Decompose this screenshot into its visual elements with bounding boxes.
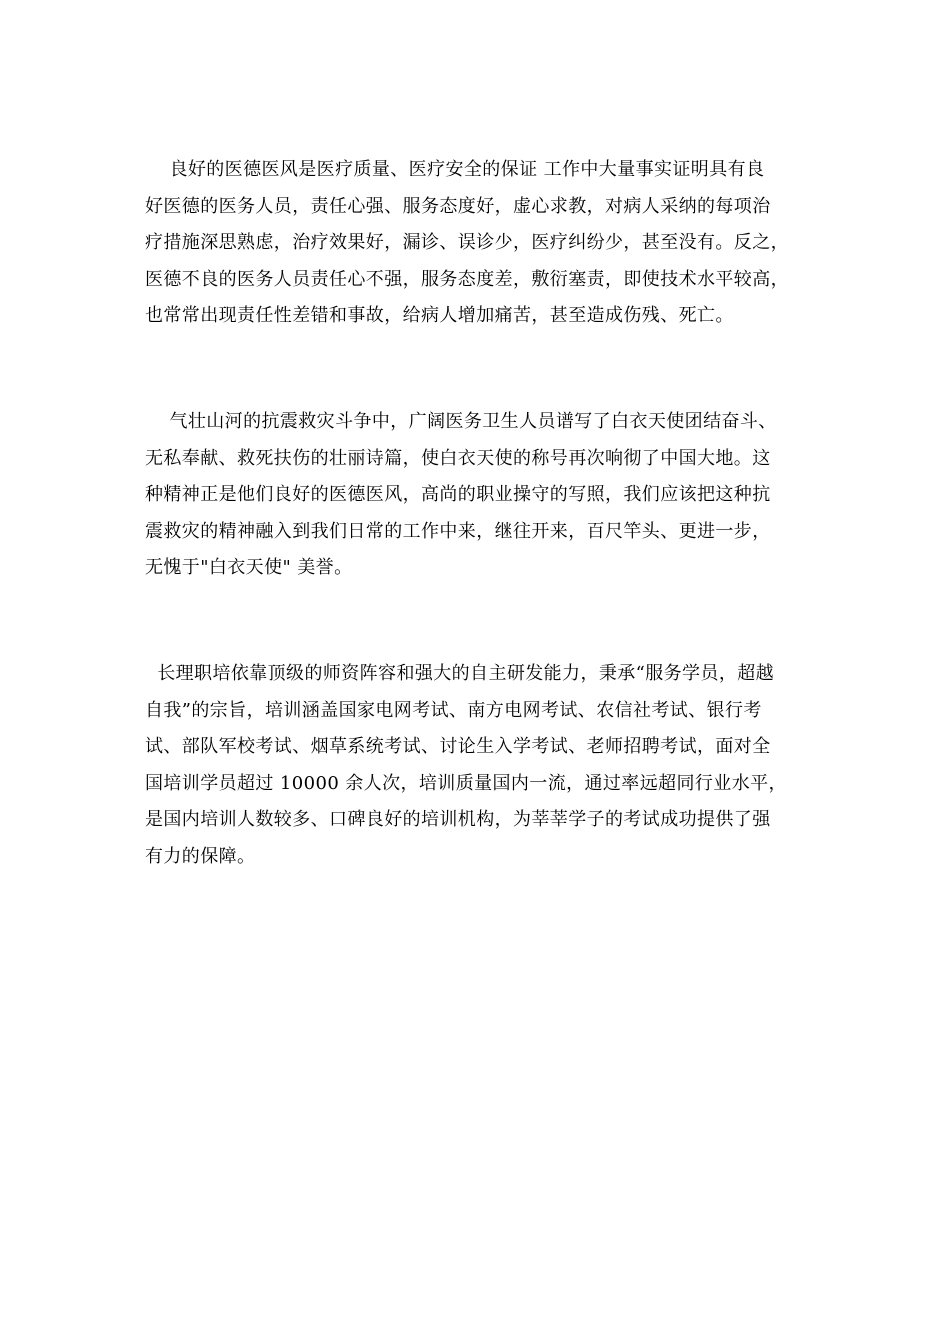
paragraph-line: 良好的医德医风是医疗质量、医疗安全的保证 工作中大量事实证明具有良 [145,159,765,180]
paragraph-line: 有力的保障。 [145,845,256,867]
paragraph-line: 国培训学员超过 10000 余人次，培训质量国内一流，通过率远超同行业水平， [145,772,787,794]
paragraph-line: 医德不良的医务人员责任心不强，服务态度差，敷衍塞责，即使技术水平较高， [145,268,789,290]
paragraph-line: 试、部队军校考试、烟草系统考试、讨论生入学考试、老师招聘考试，面对全 [145,736,771,757]
paragraph-line: 是国内培训人数较多、口碑良好的培训机构，为莘莘学子的考试成功提供了强 [145,809,771,830]
paragraph-line: 震救灾的精神融入到我们日常的工作中来，继往开来，百尺竿头、更进一步， [145,520,771,542]
paragraph-line: 自我”的宗旨，培训涵盖国家电网考试、南方电网考试、农信社考试、银行考 [145,699,762,721]
paragraph-line: 长理职培依靠顶级的师资阵容和强大的自主研发能力，秉承“服务学员，超越 [145,663,775,684]
paragraph-line: 种精神正是他们良好的医德医风，高尚的职业操守的写照，我们应该把这种抗 [145,484,771,505]
paragraph-line: 无私奉献、救死扶伤的壮丽诗篇，使白衣天使的称号再次响彻了中国大地。这 [145,447,771,469]
paragraph-earthquake-relief [145,404,810,587]
paragraph-medical-ethics [145,152,810,335]
paragraph-line: 气壮山河的抗震救灾斗争中，广阔医务卫生人员谱写了白衣天使团结奋斗、 [145,411,777,432]
paragraph-line: 好医德的医务人员，责任心强、服务态度好，虚心求教，对病人采纳的每项治 [145,195,771,217]
paragraph-line: 无愧于"白衣天使" 美誉。 [145,557,353,578]
paragraph-line: 也常常出现责任性差错和事故，给病人增加痛苦，甚至造成伤残、死亡。 [145,305,734,326]
paragraph-training-ad [145,656,810,875]
paragraph-line: 疗措施深思熟虑，治疗效果好，漏诊、误诊少，医疗纠纷少，甚至没有。反之， [145,232,789,253]
